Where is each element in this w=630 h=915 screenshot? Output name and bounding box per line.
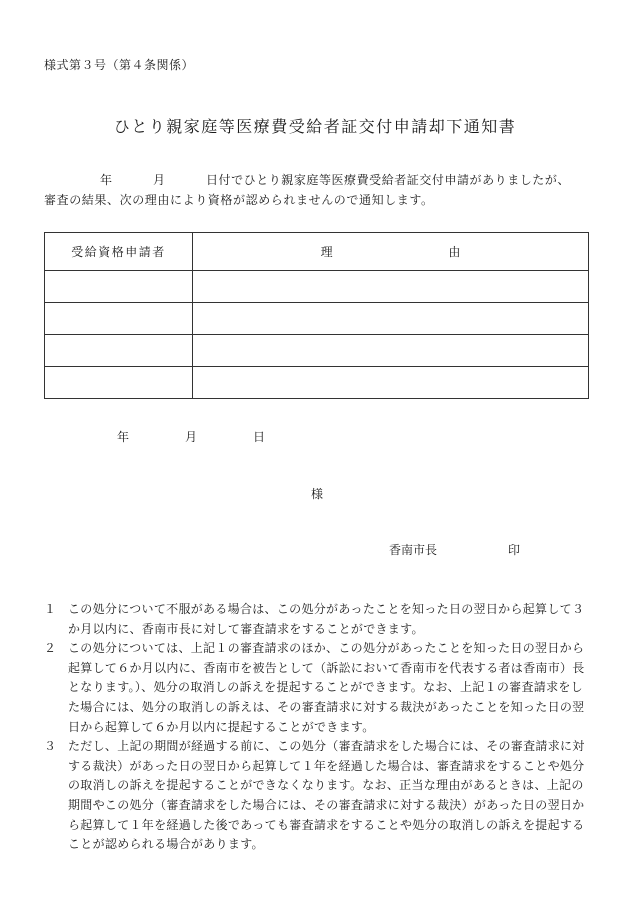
note-number: １ [44,602,57,616]
table-row [45,335,589,367]
reasons-table [44,232,589,399]
applicant-cell[interactable] [45,367,193,399]
reason-cell[interactable] [193,271,589,303]
note-number: ３ [44,739,57,754]
note-text: この処分については、上記１の審査請求のほか、この処分があったことを知った日の翌日から起算して６か月以内に、香南市を被告として（訴訟において香南市を代表する者は香南市）長となります。）、処分の取消しの訴えを提起することができます。なお、上記１の審査請求をした場合には、処分の取消しの訴えは、その審査請求に対する裁決があったことを知った日の翌日から起算して６か月以内に提起することができます。 [68,641,585,734]
table-header-row [45,233,589,271]
list-item [44,600,589,639]
header-applicant: 受給資格申請者 [45,233,193,271]
addressee-suffix: 様 [311,487,324,501]
reason-cell[interactable] [193,335,589,367]
seal-mark: 印 [508,543,521,557]
list-item [44,639,589,737]
table-row [45,367,589,399]
date-month-label: 月 [185,430,198,444]
date-day-label: 日 [253,430,266,444]
intro-line-1: 日付でひとり親家庭等医療費受給者証交付申請がありましたが、 [206,173,570,187]
list-item [44,737,589,855]
applicant-cell[interactable] [45,335,193,367]
note-text: この処分について不服がある場合は、この処分があったことを知った日の翌日から起算して３か月以内に、香南市長に対して審査請求をすることができます。 [68,602,585,636]
intro-line-2: 審査の結果、次の理由により資格が認められませんので通知します。 [44,193,434,207]
header-reason [193,233,589,271]
issuer-name: 香南市長 [389,543,438,557]
header-reason-char-1: 理 [320,245,333,259]
form-number: 様式第３号（第４条関係） [44,58,195,72]
intro-month-label: 月 [153,173,166,187]
notes-list [44,600,589,855]
header-reason-char-2: 由 [448,245,461,259]
date-year-label: 年 [117,430,130,444]
reason-cell[interactable] [193,367,589,399]
note-number: ２ [44,641,57,656]
applicant-cell[interactable] [45,303,193,335]
note-text: ただし、上記の期間が経過する前に、この処分（審査請求をした場合には、その審査請求に対する裁決）があった日の翌日から起算して１年を経過した場合は、審査請求をすることや処分の取消しの訴えを提起することができなくなります。なお、正当な理由があるときは、上記の期間やこの処分（審査請求をした場合には、その審査請求に対する裁決）があった日の翌日から起算して１年を経過した後であっても審査請求をすることや処分の取消しの訴えを提起することが認められる場合があります。 [68,739,585,852]
reason-cell[interactable] [193,303,589,335]
table-row [45,271,589,303]
document-title: ひとり親家庭等医療費受給者証交付申請却下通知書 [113,117,517,136]
table-row [45,303,589,335]
applicant-cell[interactable] [45,271,193,303]
intro-year-label: 年 [100,173,113,187]
